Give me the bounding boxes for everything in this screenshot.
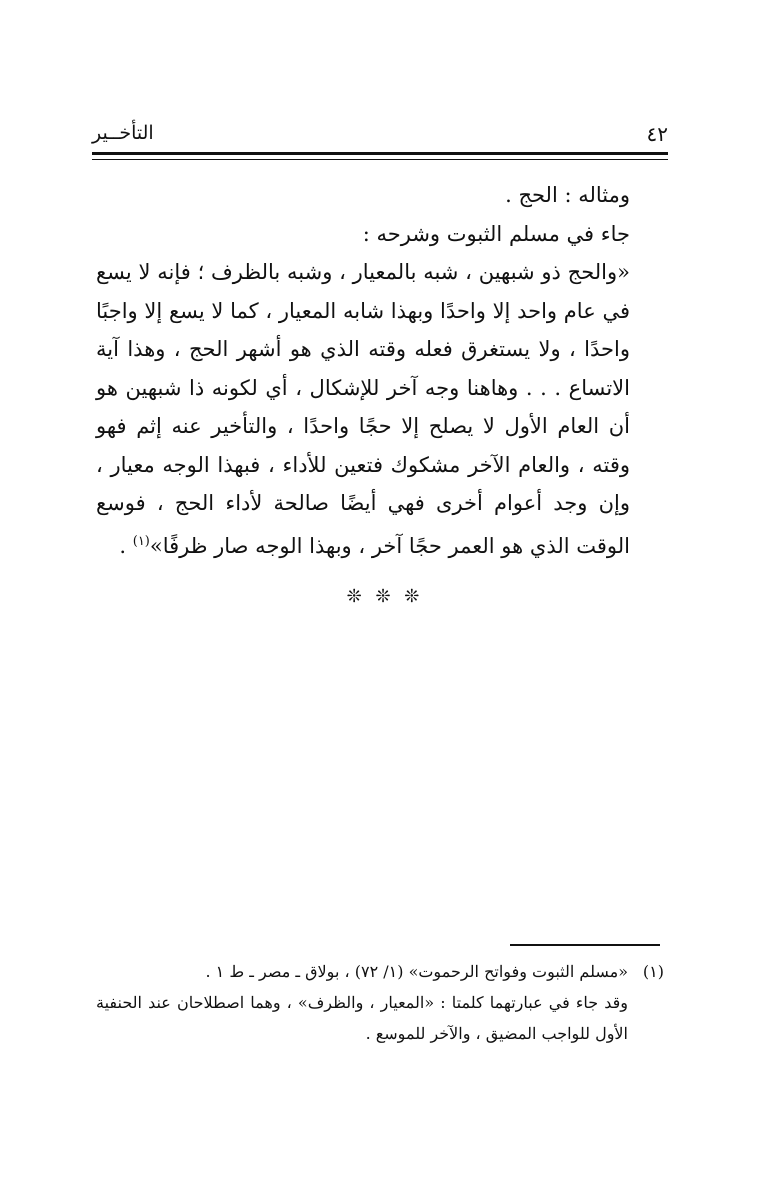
footnote-reference: (١) bbox=[132, 533, 150, 549]
page-number: ٤٢ bbox=[646, 122, 668, 146]
footnote-continuation: وقد جاء في عبارتهما كلمتا : «المعيار ، والظرف» ، وهما اصطلاحان عند الحنفية الأول للواجب المضيق ، والآخر للموسع . bbox=[96, 993, 628, 1043]
quote-text: «والحج ذو شبهين ، شبه بالمعيار ، وشبه بالظرف ؛ فإنه لا يسع في عام واحد إلا واحدًا وبهذا شابه المعيار ، كما لا يسع إلا واجبًا واحدًا ، ولا يستغرق فعله وقته الذي هو أشهر الحج ، وهذا آية الاتساع . . . وهاهنا وجه آخر للإشكال ، أي لكونه ذا شبهين هو أن العام الأول لا يصلح إلا حجًا واحدًا ، والتأخير عنه إثم فهو وقته ، والعام الآخر مشكوك فتعين للأداء ، فبهذا الوجه معيار ، وإن وجد أعوام أخرى فهي أيضًا صالحة لأداء الحج ، فوسع الوقت الذي هو العمر حجًا آخر ، وبهذا الوجه صار ظرفًا» bbox=[96, 260, 630, 558]
header-rule-thin bbox=[92, 159, 668, 160]
footnote-rule bbox=[510, 944, 660, 946]
footnote-1 bbox=[96, 956, 664, 987]
section-ornament: ❊ ❊ ❊ bbox=[346, 586, 424, 607]
page-header bbox=[92, 122, 668, 148]
paragraph-example: ومثاله : الحج . bbox=[505, 183, 630, 207]
header-rule-thick bbox=[92, 152, 668, 155]
paragraph-source-intro: جاء في مسلم الثبوت وشرحه : bbox=[362, 221, 630, 246]
footnote-citation: «مسلم الثبوت وفواتح الرحموت» (١/ ٧٢) ، بولاق ـ مصر ـ ط ١ . bbox=[205, 962, 628, 981]
footnote-number: (١) bbox=[642, 962, 664, 981]
quote-end: . bbox=[119, 533, 133, 558]
paragraph-quote bbox=[96, 253, 666, 565]
footnotes bbox=[96, 956, 664, 1049]
running-title: التأخــير bbox=[92, 122, 154, 144]
main-text bbox=[96, 176, 666, 565]
